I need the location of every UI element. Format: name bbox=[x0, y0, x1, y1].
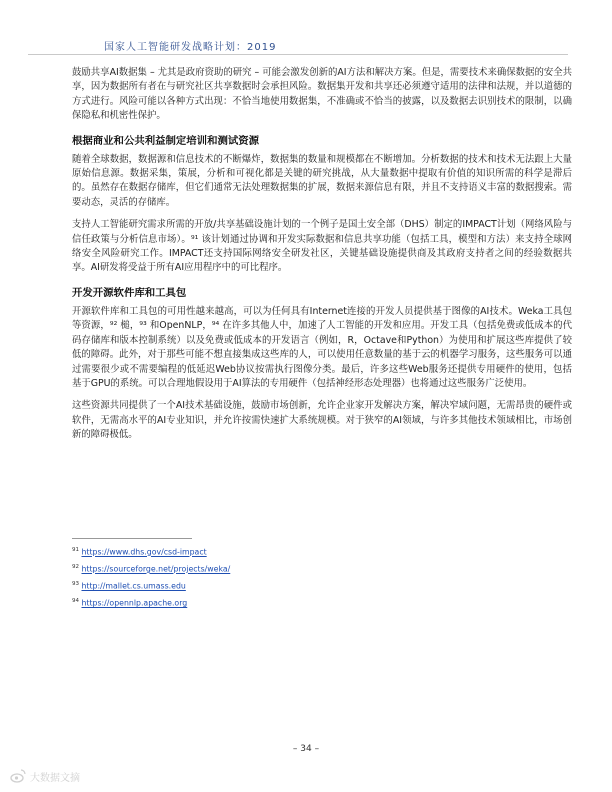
footnote-92 bbox=[72, 560, 552, 577]
footnote-93 bbox=[72, 577, 552, 594]
footnote-link[interactable]: https://opennlp.apache.org bbox=[81, 598, 188, 608]
paragraph-data-sharing: 鼓励共享AI数据集 – 尤其是政府资助的研究 – 可能会激发创新的AI方法和解决方案。但是，需要技术来确保数据的安全共享，因为数据所有者在与研究社区共享数据时会承担风险。数据集开发和共享还必须遵守适用的法律和法规，并以道德的方式进行。风险可能以各种方式出现：不恰当地使用数据集，不准确或不恰当的披露，以及数据去识别技术的限制，以确保隐私和机密性保护。 bbox=[72, 67, 572, 122]
paragraph-open-source-libraries: 开源软件库和工具包的可用性越来越高，可以为任何具有Internet连接的开发人员提供基于图像的AI技术。Weka工具包等资源，⁹² 槌，⁹³ 和OpenNLP，⁹⁴ 在许多其他人中，加速了人工智能的开发和应用。开发工具（包括免费或低成本的代码存储库和版本控制系统）以及免费或低成本的开发语言（例如，R，Octave和Python）为使用和扩展这些库提供了较低的障碍。此外，对于那些可能不想直接集成这些库的人，可以使用任意数量的基于云的机器学习服务，这些服务可以通过需要很少或不需要编程的低延迟Web协议按需执行图像分类。最后，许多这些Web服务还提供专用硬件的使用，包括基于GPU的系统。可以合理地假设用于AI算法的专用硬件（包括神经形态处理器）也将通过这些服务广泛使用。 bbox=[72, 305, 572, 389]
watermark-text: 大数据文摘 bbox=[30, 772, 80, 784]
paragraph-ai-infrastructure: 这些资源共同提供了一个AI技术基础设施，鼓励市场创新，允许企业家开发解决方案，解决窄域问题，无需昂贵的硬件或软件，无需高水平的AI专业知识，并允许按需快速扩大系统规模。对于狭窄的AI领域，与许多其他技术领域相比，市场创新的障碍极低。 bbox=[72, 400, 572, 441]
weibo-logo-icon bbox=[10, 768, 26, 784]
footnote-link[interactable]: http://mallet.cs.umass.edu bbox=[81, 581, 186, 591]
watermark bbox=[10, 768, 80, 784]
footnote-link[interactable]: https://www.dhs.gov/csd-impact bbox=[81, 547, 207, 557]
footnote-91 bbox=[72, 543, 552, 560]
footnote-divider bbox=[72, 538, 192, 539]
running-header: 国家人工智能研发战略计划：2019 bbox=[104, 42, 277, 53]
page-number: – 34 – bbox=[292, 744, 320, 754]
paragraph-data-growth: 随着全球数据，数据源和信息技术的不断爆炸，数据集的数量和规模都在不断增加。分析数据的技术和技术无法跟上大量原始信息源。数据采集，策展，分析和可视化都是关键的研究挑战，从大量数据中提取有价值的知识所需的科学是滞后的。虽然存在数据存储库，但它们通常无法处理数据集的扩展，数据来源信息有限，并且不支持语义丰富的数据搜索。需要动态，灵活的存储库。 bbox=[72, 153, 572, 208]
footnote-number: 93 bbox=[72, 581, 79, 588]
footnotes bbox=[72, 543, 552, 611]
paragraph-impact-program: 支持人工智能研究需求所需的开放/共享基础设施计划的一个例子是国土安全部（DHS）制定的IMPACT计划（网络风险与信任政策与分析信息市场）。⁹¹ 该计划通过协调和开发实际数据和信息共享功能（包括工具，模型和方法）来支持全球网络安全风险研究工作。IMPACT还支持国际网络安全研发社区，关键基础设施提供商及其政府支持者之间的经验数据共享。AI研发将受益于所有AI应用程序中的可比程序。 bbox=[72, 219, 572, 274]
footnote-number: 91 bbox=[72, 547, 79, 553]
page-body bbox=[72, 66, 572, 451]
section-heading-open-source: 开发开源软件库和工具包 bbox=[72, 286, 187, 299]
footnote-number: 94 bbox=[72, 598, 79, 605]
header-divider bbox=[28, 54, 568, 55]
footnote-94 bbox=[72, 594, 552, 611]
section-heading-training-resources: 根据商业和公共利益制定培训和测试资源 bbox=[72, 134, 260, 147]
footnote-number: 92 bbox=[72, 564, 79, 571]
footnote-link[interactable]: https://sourceforge.net/projects/weka/ bbox=[81, 564, 231, 574]
